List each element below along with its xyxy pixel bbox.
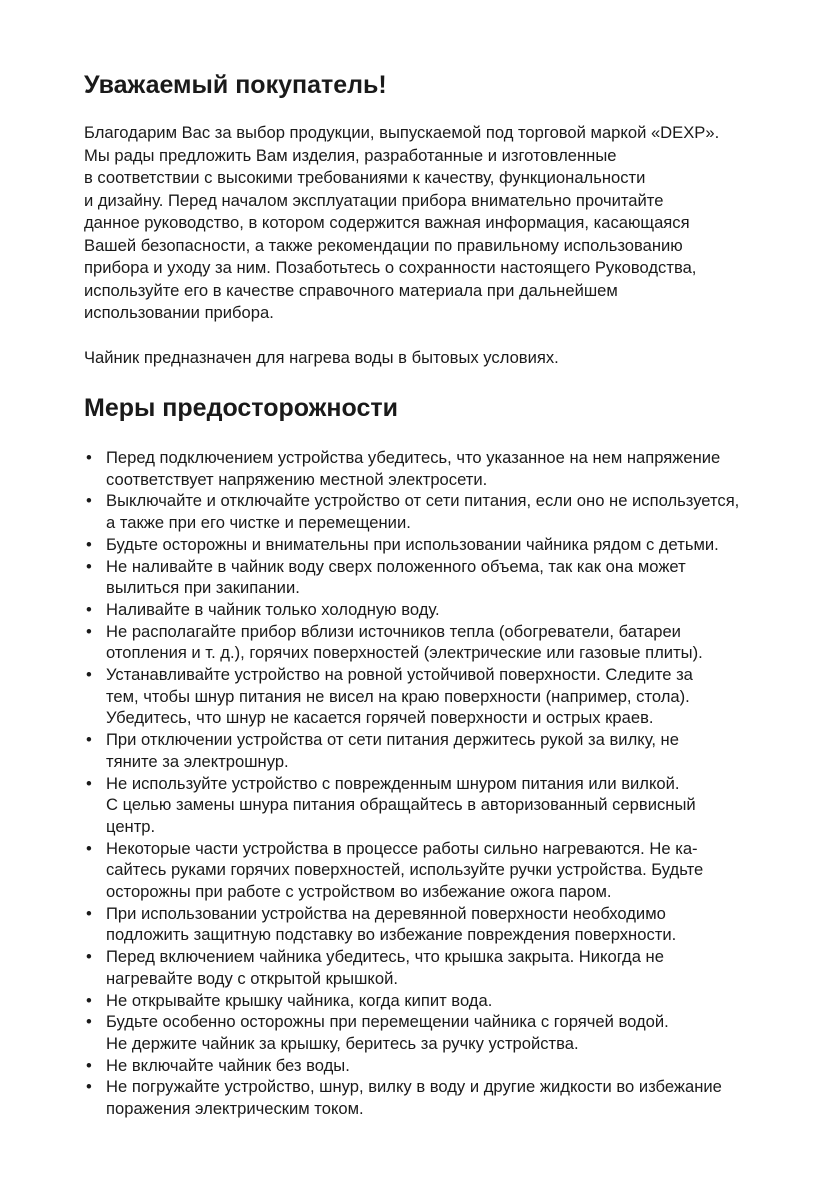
list-item	[84, 1011, 779, 1054]
bullet-icon: •	[86, 1055, 92, 1075]
list-item	[84, 621, 779, 664]
bullet-icon: •	[86, 990, 92, 1010]
page-title: Уважаемый покупатель!	[84, 71, 387, 99]
bullet-icon: •	[86, 838, 92, 858]
precautions-list	[84, 447, 779, 1120]
list-item-text: При использовании устройства на деревянной поверхности необходимо подложить защитную подставку во избежание повреждения поверхности.	[106, 903, 677, 945]
list-item	[84, 556, 779, 599]
bullet-icon: •	[86, 599, 92, 619]
bullet-icon: •	[86, 491, 92, 511]
list-item	[84, 447, 779, 490]
bullet-icon: •	[86, 665, 92, 685]
list-item-text: Не наливайте в чайник воду сверх положенного объема, так как она может вылиться при закипании.	[106, 556, 686, 598]
list-item-text: Не используйте устройство с поврежденным шнуром питания или вилкой. С целью замены шнура питания обращайтесь в авторизованный сервисный центр.	[106, 773, 696, 836]
list-item	[84, 773, 779, 838]
list-item	[84, 903, 779, 946]
list-item-text: Не открывайте крышку чайника, когда кипит вода.	[106, 990, 493, 1010]
list-item-text: Будьте осторожны и внимательны при использовании чайника рядом с детьми.	[106, 534, 719, 554]
list-item	[84, 838, 779, 903]
list-item-text: Выключайте и отключайте устройство от сети питания, если оно не используется, а также при его чистке и перемещении.	[106, 491, 740, 533]
bullet-icon: •	[86, 1077, 92, 1097]
bullet-icon: •	[86, 621, 92, 641]
list-item-text: Не включайте чайник без воды.	[106, 1055, 350, 1075]
purpose-paragraph: Чайник предназначен для нагрева воды в бытовых условиях.	[84, 347, 559, 367]
list-item	[84, 1055, 779, 1077]
list-item	[84, 990, 779, 1012]
list-item-text: Устанавливайте устройство на ровной устойчивой поверхности. Следите за тем, чтобы шнур питания не висел на краю поверхности (например, стола). Убедитесь, что шнур не касается горячей поверхности и острых краев.	[106, 665, 693, 728]
list-item-text: Не погружайте устройство, шнур, вилку в воду и другие жидкости во избежание поражения электрическим током.	[106, 1077, 722, 1119]
bullet-icon: •	[86, 947, 92, 967]
intro-paragraph: Благодарим Вас за выбор продукции, выпускаемой под торговой маркой «DEXP». Мы рады предложить Вам изделия, разработанные и изготовленные в соответствии с высокими требованиями к качеству, функциональности и дизайну. Перед началом эксплуатации прибора внимательно прочитайте данное руководство, в котором содержится важная информация, касающаяся Вашей безопасности, а также рекомендации по правильному использованию прибора и уходу за ним. Позаботьтесь о сохранности настоящего Руководства, используйте его в качестве справочного материала при дальнейшем использовании прибора.	[84, 123, 720, 322]
list-item	[84, 946, 779, 989]
intro-section	[84, 122, 779, 369]
bullet-icon: •	[86, 903, 92, 923]
list-item-text: Будьте особенно осторожны при перемещении чайника с горячей водой. Не держите чайник за крышку, беритесь за ручку устройства.	[106, 1012, 669, 1053]
list-item	[84, 599, 779, 621]
bullet-icon: •	[86, 730, 92, 750]
list-item	[84, 534, 779, 556]
bullet-icon: •	[86, 448, 92, 467]
precautions-heading: Меры предосторожности	[84, 394, 398, 422]
list-item-text: Некоторые части устройства в процессе работы сильно нагреваются. Не ка- сайтесь руками горячих поверхностей, используйте ручки устройства. Будьте осторожны при работе с устройством во избежание ожога паром.	[106, 838, 704, 902]
bullet-icon: •	[86, 773, 92, 793]
list-item	[84, 490, 779, 533]
list-item-text: Наливайте в чайник только холодную воду.	[106, 599, 440, 619]
list-item-text: Не располагайте прибор вблизи источников тепла (обогреватели, батареи отопления и т. д.), горячих поверхностей (электрические или газовые плиты).	[106, 621, 703, 663]
list-item	[84, 664, 779, 729]
list-item	[84, 1076, 779, 1119]
list-item-text: Перед включением чайника убедитесь, что крышка закрыта. Никогда не нагревайте воду с открытой крышкой.	[106, 947, 664, 988]
bullet-icon: •	[86, 1012, 92, 1032]
list-item-text: При отключении устройства от сети питания держитесь рукой за вилку, не тяните за электрошнур.	[106, 730, 679, 771]
list-item	[84, 729, 779, 772]
list-item-text: Перед подключением устройства убедитесь, что указанное на нем напряжение соответствует напряжению местной электросети.	[106, 448, 721, 489]
bullet-icon: •	[86, 534, 92, 554]
bullet-icon: •	[86, 556, 92, 576]
